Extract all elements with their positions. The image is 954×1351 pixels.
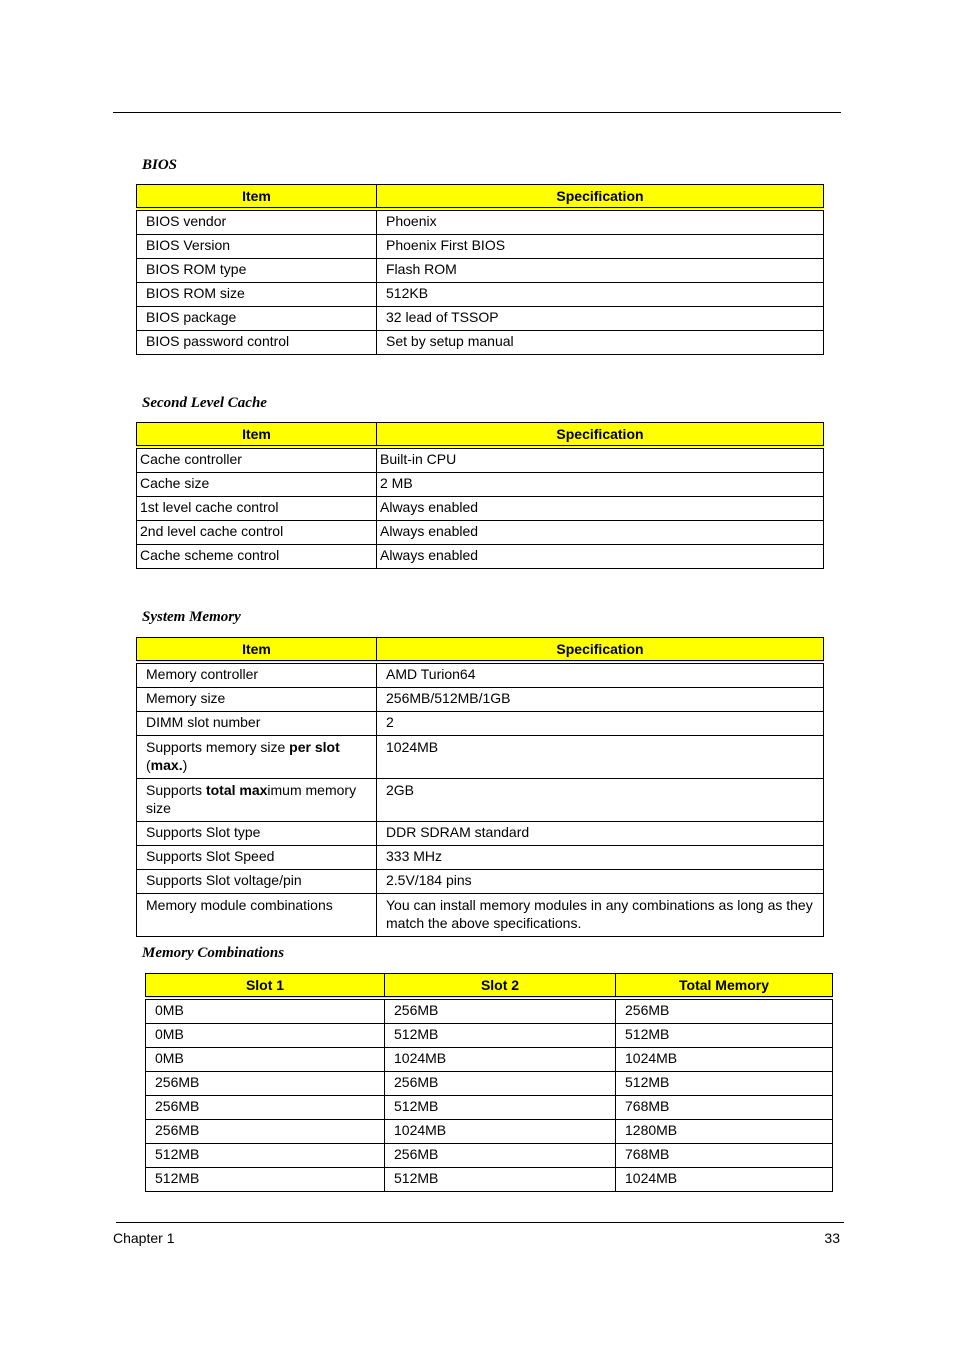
- cell-spec: Phoenix: [377, 209, 824, 235]
- table-row: [137, 447, 824, 473]
- table-row: [137, 259, 824, 283]
- column-header-specification: Specification: [377, 423, 824, 448]
- cell-spec: Always enabled: [377, 497, 824, 521]
- cell-slot-1: 512MB: [146, 1144, 385, 1168]
- cell-slot-1: 256MB: [146, 1072, 385, 1096]
- cell-spec: 512KB: [377, 283, 824, 307]
- cell-total: 768MB: [616, 1144, 833, 1168]
- bold-text-run: per slot: [289, 739, 340, 755]
- cache-section-title: Second Level Cache: [142, 395, 267, 411]
- table-row: [137, 545, 824, 569]
- cell-item: Supports Slot Speed: [137, 846, 377, 870]
- table-row: [137, 688, 824, 712]
- table-row: [137, 822, 824, 846]
- cell-item: BIOS password control: [137, 331, 377, 355]
- bios-section-title: BIOS: [142, 157, 178, 173]
- table-row: [137, 736, 824, 779]
- table-row: [146, 1144, 833, 1168]
- cell-slot-2: 512MB: [385, 1168, 616, 1192]
- cell-spec: DDR SDRAM standard: [377, 822, 824, 846]
- memory-section-title: System Memory: [142, 609, 241, 625]
- cell-slot-2: 512MB: [385, 1096, 616, 1120]
- text-run: Supports memory size: [146, 739, 290, 755]
- table-row: [146, 1072, 833, 1096]
- cell-total: 256MB: [616, 998, 833, 1024]
- text-run: ): [182, 757, 188, 773]
- table-row: [137, 235, 824, 259]
- bios-table: [136, 184, 824, 355]
- cell-slot-2: 256MB: [385, 998, 616, 1024]
- cell-spec: AMD Turion64: [377, 662, 824, 688]
- cache-table: [136, 422, 824, 569]
- table-row: [137, 473, 824, 497]
- table-header-row: [137, 423, 824, 448]
- table-row: [146, 1168, 833, 1192]
- table-row: [146, 1120, 833, 1144]
- cell-item: BIOS vendor: [137, 209, 377, 235]
- table-row: [137, 846, 824, 870]
- cell-spec: Always enabled: [377, 521, 824, 545]
- column-header-specification: Specification: [377, 185, 824, 210]
- table-row: [146, 1048, 833, 1072]
- table-row: [137, 870, 824, 894]
- table-row: [146, 998, 833, 1024]
- cell-spec: 2: [377, 712, 824, 736]
- cell-spec: 32 lead of TSSOP: [377, 307, 824, 331]
- column-header-total-memory: Total Memory: [616, 974, 833, 999]
- cell-item: [137, 779, 377, 822]
- cell-item: BIOS ROM size: [137, 283, 377, 307]
- table-header-row: [137, 638, 824, 663]
- cell-spec: 333 MHz: [377, 846, 824, 870]
- cell-item: Memory size: [137, 688, 377, 712]
- table-header-row: [146, 974, 833, 999]
- cell-item: Memory module combinations: [137, 894, 377, 937]
- table-row: [137, 331, 824, 355]
- cell-item: BIOS Version: [137, 235, 377, 259]
- table-row: [137, 307, 824, 331]
- cell-total: 1280MB: [616, 1120, 833, 1144]
- text-run: (: [146, 757, 151, 773]
- text-run: Supports: [146, 782, 206, 798]
- cell-slot-2: 256MB: [385, 1144, 616, 1168]
- cell-slot-2: 512MB: [385, 1024, 616, 1048]
- table-row: [137, 521, 824, 545]
- cell-item: BIOS ROM type: [137, 259, 377, 283]
- cell-spec: 2GB: [377, 779, 824, 822]
- combinations-section-title: Memory Combinations: [142, 945, 285, 961]
- cell-total: 1024MB: [616, 1168, 833, 1192]
- bold-text-run: max.: [150, 757, 183, 773]
- cell-item: Supports Slot type: [137, 822, 377, 846]
- column-header-slot-1: Slot 1: [146, 974, 385, 999]
- table-row: [146, 1096, 833, 1120]
- cell-spec: Phoenix First BIOS: [377, 235, 824, 259]
- cell-item: Cache size: [137, 473, 377, 497]
- cell-spec: 1024MB: [377, 736, 824, 779]
- cell-item: Cache controller: [137, 447, 377, 473]
- cell-slot-1: 256MB: [146, 1120, 385, 1144]
- cell-spec: Flash ROM: [377, 259, 824, 283]
- column-header-item: Item: [137, 185, 377, 210]
- cell-slot-2: 1024MB: [385, 1048, 616, 1072]
- cell-spec: Set by setup manual: [377, 331, 824, 355]
- cell-slot-1: 512MB: [146, 1168, 385, 1192]
- cell-spec: 256MB/512MB/1GB: [377, 688, 824, 712]
- cell-item: Cache scheme control: [137, 545, 377, 569]
- cell-spec: You can install memory modules in any combinations as long as they match the above specifications.: [377, 894, 824, 937]
- cell-slot-1: 0MB: [146, 998, 385, 1024]
- cell-spec: Always enabled: [377, 545, 824, 569]
- cell-item: DIMM slot number: [137, 712, 377, 736]
- cell-spec: 2.5V/184 pins: [377, 870, 824, 894]
- cell-spec: 2 MB: [377, 473, 824, 497]
- header-rule: [113, 112, 841, 113]
- cell-slot-2: 256MB: [385, 1072, 616, 1096]
- cell-spec: Built-in CPU: [377, 447, 824, 473]
- table-row: [137, 283, 824, 307]
- cell-item: 2nd level cache control: [137, 521, 377, 545]
- footer-page-number: 33: [824, 1230, 840, 1246]
- cell-total: 1024MB: [616, 1048, 833, 1072]
- cell-item: 1st level cache control: [137, 497, 377, 521]
- cell-slot-1: 0MB: [146, 1024, 385, 1048]
- table-row: [137, 779, 824, 822]
- footer-rule: [116, 1222, 844, 1223]
- table-row: [137, 712, 824, 736]
- table-row: [137, 894, 824, 937]
- bold-text-run: total max: [205, 782, 268, 798]
- cell-total: 512MB: [616, 1024, 833, 1048]
- table-row: [137, 209, 824, 235]
- text-run: imum memory size: [146, 782, 357, 816]
- cell-item: BIOS package: [137, 307, 377, 331]
- cell-slot-1: 256MB: [146, 1096, 385, 1120]
- combinations-table: [145, 973, 833, 1192]
- cell-item: [137, 736, 377, 779]
- cell-slot-2: 1024MB: [385, 1120, 616, 1144]
- cell-slot-1: 0MB: [146, 1048, 385, 1072]
- memory-table: [136, 637, 824, 937]
- column-header-slot-2: Slot 2: [385, 974, 616, 999]
- table-row: [146, 1024, 833, 1048]
- cell-total: 512MB: [616, 1072, 833, 1096]
- column-header-item: Item: [137, 638, 377, 663]
- cell-item: Memory controller: [137, 662, 377, 688]
- cell-total: 768MB: [616, 1096, 833, 1120]
- column-header-specification: Specification: [377, 638, 824, 663]
- footer-chapter: Chapter 1: [113, 1230, 175, 1246]
- table-row: [137, 662, 824, 688]
- table-header-row: [137, 185, 824, 210]
- cell-item: Supports Slot voltage/pin: [137, 870, 377, 894]
- column-header-item: Item: [137, 423, 377, 448]
- table-row: [137, 497, 824, 521]
